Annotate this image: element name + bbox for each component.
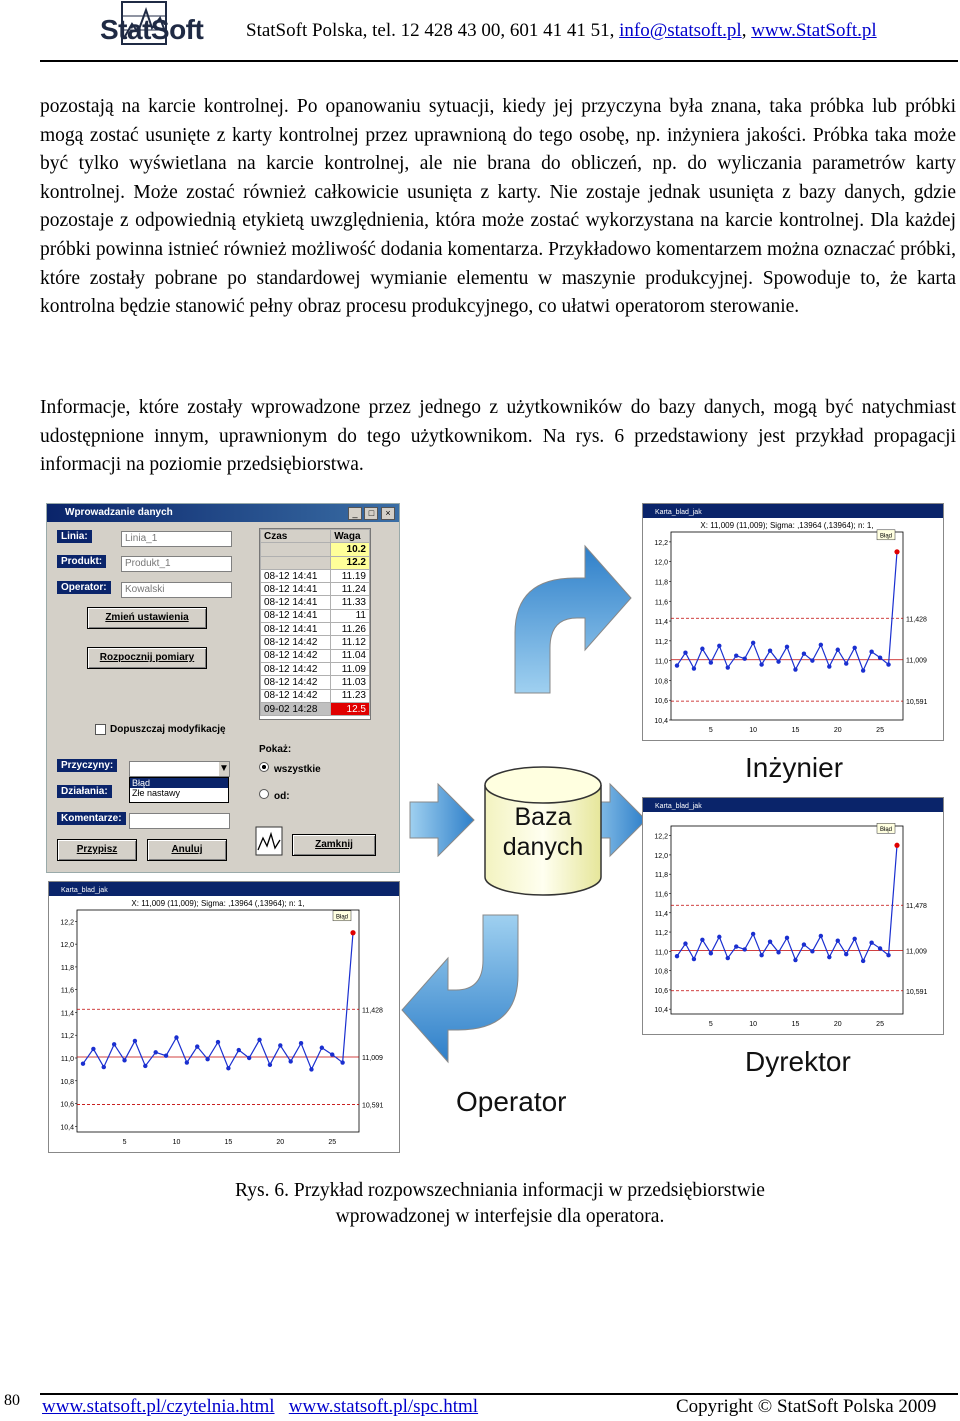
database-label-line2: danych — [502, 833, 584, 861]
chart-director-svg — [643, 798, 943, 1034]
data-point — [844, 952, 848, 956]
data-point — [726, 956, 730, 960]
cell-weight[interactable]: 11.33 — [331, 596, 370, 609]
data-point — [768, 649, 772, 653]
linia-select[interactable]: Linia_1 — [121, 531, 232, 547]
data-point — [112, 1042, 116, 1046]
radio-all[interactable] — [259, 762, 321, 775]
arrow-right-icon — [408, 782, 476, 858]
data-point — [709, 951, 713, 955]
outlier-point — [894, 843, 899, 848]
cell-weight[interactable]: 11.09 — [331, 662, 370, 675]
y-tick-label: 11,8 — [654, 579, 668, 587]
director-label: Dyrektor — [745, 1046, 851, 1077]
radio-from-label: od: — [274, 791, 290, 802]
x-tick-label: 25 — [876, 727, 884, 734]
database-label-line1: Baza — [514, 803, 572, 831]
data-point — [759, 662, 763, 666]
data-point — [278, 1043, 282, 1047]
data-point — [852, 646, 856, 650]
chevron-down-icon[interactable]: ▼ — [219, 763, 229, 774]
annotation-label: Błąd — [879, 826, 893, 833]
data-point — [819, 934, 823, 938]
footer-divider — [40, 1393, 958, 1395]
header-divider — [40, 60, 958, 62]
table-row[interactable] — [261, 596, 370, 609]
radio-empty-icon[interactable] — [259, 789, 269, 799]
data-point — [133, 1039, 137, 1043]
data-point — [268, 1063, 272, 1067]
cell-time[interactable]: 08-12 14:41 — [261, 583, 331, 596]
control-chart-engineer — [642, 503, 944, 741]
y-tick-label: 12,0 — [60, 942, 74, 950]
paragraph-1: pozostają na karcie kontrolnej. Po opanowaniu sytuacji, kiedy jej przyczyna była znana, taka próbka lub próbki mogą zostać usunięte z karty kontrolnej przez uprawnioną do tego osobę, np. inżyniera jakości. Próbka taka może być tylko wyświetlana na karcie kontrolnej, ale nie brana do obliczeń, np. do wyliczania parametrów karty kontrolnej. Może zostać również całkowicie usunięta z karty. Nie zostaje jednak usunięta z bazy danych, gdzie pozostaje z odpowiednią etykietą uwzględnienia, która może zostać wykorzystana na karcie kontrolnej. Dla każdej próbki powinna istnieć również możliwość dodania komentarza. Przykładowo komentarzem można oznaczać próbki, które zostały pobrane po standardowej wymianie elementu w maszynie produkcyjnej. Spowoduje to, że karta kontrolna będzie stanowić pełny obraz procesu produkcyjnego, co ułatwi operatorom sterowanie. — [40, 96, 956, 318]
data-point — [836, 939, 840, 943]
data-point — [861, 959, 865, 963]
cell-weight[interactable]: 11.19 — [331, 569, 370, 582]
minimize-icon[interactable]: _ — [348, 507, 362, 520]
data-point — [288, 1059, 292, 1063]
data-point — [810, 658, 814, 662]
x-tick-label: 20 — [833, 727, 842, 734]
y-tick-label: 10,8 — [60, 1078, 74, 1086]
email-link[interactable]: info@statsoft.pl — [619, 20, 742, 41]
start-measurement-button[interactable]: Rozpocznij pomiary — [87, 647, 207, 669]
figure-caption — [0, 1178, 960, 1230]
data-point — [700, 938, 704, 942]
chart-title: X: 11,009 (11,009); Sigma: ,13964 (,13964); n: 1, — [131, 899, 305, 908]
data-point — [81, 1061, 85, 1065]
control-limit-label: 11,009 — [906, 657, 927, 665]
y-tick-label: 10,6 — [654, 698, 668, 706]
y-tick-label: 10,6 — [654, 987, 668, 995]
table-row[interactable] — [261, 662, 370, 675]
figure — [0, 500, 960, 1160]
cause-option-1[interactable]: Błąd — [130, 778, 228, 788]
data-point — [844, 661, 848, 665]
cell-time[interactable] — [261, 556, 331, 569]
plot-area — [671, 826, 903, 1014]
y-tick-label: 11,2 — [654, 638, 668, 646]
table-header-row — [261, 530, 370, 543]
data-point — [869, 940, 873, 944]
engineer-label: Inżynier — [745, 752, 844, 783]
y-tick-label: 11,0 — [654, 949, 668, 957]
data-point — [836, 648, 840, 652]
data-point — [785, 936, 789, 940]
chart-engineer-svg — [643, 504, 943, 740]
data-point — [91, 1047, 95, 1051]
x-tick-label: 25 — [328, 1139, 337, 1146]
logo-text: StatSoft — [100, 14, 204, 45]
table-row[interactable] — [261, 702, 370, 715]
y-tick-label: 11,0 — [60, 1056, 74, 1063]
x-tick-label: 10 — [172, 1139, 181, 1146]
table-row[interactable] — [261, 583, 370, 596]
chart-window-title: Karta_blad_jak — [655, 509, 702, 516]
control-limit-label: 11,428 — [906, 616, 927, 624]
operator-select[interactable]: Kowalski — [121, 582, 232, 598]
data-point — [726, 665, 730, 669]
y-tick-label: 11,4 — [654, 910, 668, 918]
operator-role-label: Operator — [456, 1086, 567, 1117]
cell-time[interactable]: 08-12 14:41 — [261, 623, 331, 636]
data-point — [164, 1054, 168, 1058]
data-point — [886, 662, 890, 666]
footer-link-czytelnia[interactable]: www.statsoft.pl/czytelnia.html — [42, 1396, 275, 1417]
data-point — [886, 953, 890, 957]
radio-selected-icon[interactable] — [259, 762, 269, 772]
control-limit-label: 10,591 — [906, 699, 928, 707]
header-contact — [246, 20, 877, 42]
data-point — [717, 644, 721, 648]
data-point — [683, 941, 687, 945]
y-tick-label: 11,2 — [60, 1033, 74, 1041]
causes-dropdown-list[interactable] — [129, 777, 229, 803]
x-tick-label: 20 — [276, 1139, 285, 1146]
data-point — [793, 667, 797, 671]
cell-weight[interactable]: 11.03 — [331, 676, 370, 689]
data-point — [205, 1057, 209, 1061]
data-point — [827, 664, 831, 668]
table-row[interactable] — [261, 623, 370, 636]
assign-button[interactable]: Przypisz — [57, 839, 137, 861]
data-point — [102, 1065, 106, 1069]
x-tick-label: 15 — [791, 727, 800, 734]
plot-area — [77, 910, 359, 1132]
data-point — [143, 1064, 147, 1068]
table-row[interactable] — [261, 649, 370, 662]
control-limit-label: 11,009 — [362, 1054, 383, 1062]
x-tick-label: 5 — [708, 727, 713, 734]
data-point — [742, 656, 746, 660]
causes-select[interactable] — [129, 761, 230, 777]
cause-option-2[interactable]: Złe nastawy — [132, 788, 181, 798]
y-tick-label: 11,8 — [60, 964, 74, 972]
control-limit-label: 10,591 — [362, 1102, 384, 1110]
data-point — [299, 1041, 303, 1045]
y-tick-label: 10,8 — [654, 968, 668, 976]
data-point — [776, 659, 780, 663]
x-tick-label: 20 — [833, 1021, 842, 1028]
data-point — [237, 1048, 241, 1052]
actions-label: Działania: — [57, 785, 112, 798]
y-tick-label: 11,2 — [654, 930, 668, 938]
cell-weight[interactable]: 12.5 — [331, 702, 370, 715]
data-point — [802, 942, 806, 946]
cell-time[interactable]: 09-02 14:28 — [261, 702, 331, 715]
cell-weight[interactable]: 11.26 — [331, 623, 370, 636]
x-tick-label: 25 — [876, 1021, 884, 1028]
data-point — [675, 663, 679, 667]
x-tick-label: 5 — [122, 1139, 127, 1146]
outlier-point — [894, 549, 899, 554]
data-point — [153, 1050, 157, 1054]
table-row[interactable] — [261, 609, 370, 622]
close-button[interactable]: Zamknij — [292, 834, 376, 856]
data-point — [340, 1060, 344, 1064]
data-point — [330, 1052, 334, 1056]
header-separator: , — [741, 20, 752, 41]
data-point — [692, 957, 696, 961]
data-point — [751, 641, 755, 645]
cell-time[interactable]: 08-12 14:42 — [261, 636, 331, 649]
data-point — [785, 645, 789, 649]
cell-time[interactable]: 08-12 14:42 — [261, 662, 331, 675]
page-number: 80 — [4, 1392, 20, 1409]
caption-line-2: wprowadzonej w interfejsie dla operatora. — [335, 1206, 665, 1227]
data-point — [257, 1038, 261, 1042]
data-point — [174, 1035, 178, 1039]
data-point — [768, 939, 772, 943]
table-row[interactable] — [261, 556, 370, 569]
y-tick-label: 12,2 — [654, 833, 668, 841]
control-chart-operator — [48, 881, 400, 1153]
caption-line-1: Rys. 6. Przykład rozpowszechniania informacji w przedsiębiorstwie — [235, 1180, 765, 1201]
data-point — [751, 932, 755, 936]
y-tick-label: 12,0 — [654, 852, 668, 860]
data-point — [717, 935, 721, 939]
y-tick-label: 11,6 — [60, 987, 74, 995]
produkt-label: Produkt: — [57, 555, 106, 568]
checkbox-label: Dopuszczaj modyfikację — [110, 724, 226, 736]
y-tick-label: 11,6 — [654, 599, 668, 607]
footer-copyright: Copyright © StatSoft Polska 2009 — [676, 1396, 937, 1417]
header-czas: Czas — [261, 530, 331, 543]
y-tick-label: 11,4 — [654, 619, 668, 627]
y-tick-label: 11,0 — [654, 658, 668, 666]
dialog-titlebar — [47, 504, 399, 522]
cell-time[interactable]: 08-12 14:42 — [261, 649, 331, 662]
x-tick-label: 15 — [224, 1139, 233, 1146]
outlier-point — [350, 930, 355, 935]
control-limit-label: 10,591 — [906, 988, 928, 996]
cell-time[interactable]: 08-12 14:42 — [261, 676, 331, 689]
data-point — [700, 647, 704, 651]
data-point — [226, 1066, 230, 1070]
plot-area — [671, 532, 903, 720]
website-link[interactable]: www.StatSoft.pl — [751, 20, 877, 41]
change-settings-button[interactable]: Zmień ustawienia — [87, 607, 207, 629]
data-point — [878, 946, 882, 950]
data-point — [247, 1056, 251, 1060]
data-point — [675, 954, 679, 958]
window-controls — [348, 507, 395, 520]
cell-time[interactable]: 08-12 14:41 — [261, 596, 331, 609]
y-tick-label: 10,4 — [60, 1124, 74, 1132]
data-point — [692, 666, 696, 670]
dialog-title: Wprowadzanie danych — [65, 507, 173, 518]
annotation-label: Błąd — [879, 533, 893, 540]
data-point — [320, 1046, 324, 1050]
cell-weight[interactable]: 11 — [331, 609, 370, 622]
page-header — [0, 0, 960, 62]
data-point — [195, 1044, 199, 1048]
operator-label: Operator: — [57, 581, 111, 594]
data-point — [852, 937, 856, 941]
data-point — [185, 1060, 189, 1064]
x-tick-label: 5 — [708, 1021, 713, 1028]
data-point — [122, 1058, 126, 1062]
x-tick-label: 15 — [791, 1021, 800, 1028]
data-point — [793, 958, 797, 962]
cell-weight[interactable]: 12.2 — [331, 556, 370, 569]
curved-arrow-down-icon — [398, 910, 528, 1070]
cell-time[interactable]: 08-12 14:41 — [261, 569, 331, 582]
header-waga: Waga — [331, 530, 370, 543]
y-tick-label: 10,4 — [654, 718, 668, 725]
cell-weight[interactable]: 11.24 — [331, 583, 370, 596]
table-row[interactable] — [261, 543, 370, 556]
chart-window-title: Karta_blad_jak — [655, 803, 702, 810]
data-table — [260, 529, 370, 716]
data-point — [802, 652, 806, 656]
y-tick-label: 11,8 — [654, 872, 668, 880]
data-point — [216, 1040, 220, 1044]
cell-weight[interactable]: 11.12 — [331, 636, 370, 649]
table-row[interactable] — [261, 689, 370, 702]
data-point — [683, 651, 687, 655]
control-limit-label: 11,009 — [906, 948, 927, 956]
x-tick-label: 10 — [749, 727, 758, 734]
y-tick-label: 10,8 — [654, 678, 668, 686]
radio-all-label: wszystkie — [274, 764, 321, 775]
cell-time[interactable]: 08-12 14:42 — [261, 689, 331, 702]
y-tick-label: 10,6 — [60, 1101, 74, 1109]
data-point — [742, 947, 746, 951]
cell-time[interactable] — [261, 543, 331, 556]
close-icon[interactable]: × — [381, 507, 395, 520]
database-label — [483, 802, 603, 862]
y-tick-label: 12,0 — [654, 559, 668, 567]
produkt-select[interactable]: Produkt_1 — [121, 556, 232, 572]
y-tick-label: 12,2 — [60, 919, 74, 927]
x-tick-label: 10 — [749, 1021, 758, 1028]
control-limit-label: 11,428 — [362, 1007, 383, 1015]
causes-label: Przyczyny: — [57, 759, 117, 772]
footer-link-spc[interactable]: www.statsoft.pl/spc.html — [288, 1396, 479, 1417]
annotation-label: Błąd — [335, 914, 349, 921]
checkbox-icon[interactable] — [95, 724, 106, 735]
table-body — [261, 543, 370, 716]
statsoft-mini-logo-icon — [255, 826, 283, 856]
radio-from[interactable] — [259, 789, 290, 802]
data-point — [819, 643, 823, 647]
cell-time[interactable]: 08-12 14:41 — [261, 609, 331, 622]
data-table-container — [259, 528, 371, 720]
data-point — [861, 668, 865, 672]
show-label: Pokaż: — [259, 744, 292, 755]
y-tick-label: 12,2 — [654, 539, 668, 547]
header-prefix: StatSoft Polska, tel. 12 428 43 00, 601 41 41 51, — [246, 20, 620, 41]
data-point — [776, 950, 780, 954]
cell-weight[interactable]: 11.23 — [331, 689, 370, 702]
data-point — [827, 955, 831, 959]
paragraph-2: Informacje, które zostały wprowadzone przez jednego z użytkowników do bazy danych, mogą być natychmiast udostępnione innym, uprawnionym do tego użytkownikom. Na rys. 6 przedstawiony jest przykład propagacji informacji na poziomie przedsiębiorstwa. — [40, 397, 956, 476]
footer-links — [42, 1396, 478, 1418]
data-point — [734, 653, 738, 657]
y-tick-label: 11,4 — [60, 1010, 74, 1018]
cell-weight[interactable]: 10.2 — [331, 543, 370, 556]
y-tick-label: 10,4 — [654, 1007, 668, 1015]
linia-label: Linia: — [57, 530, 92, 543]
comments-input[interactable] — [129, 813, 230, 829]
chart-window-title: Karta_blad_jak — [61, 887, 108, 894]
control-chart-director — [642, 797, 944, 1035]
data-point — [734, 944, 738, 948]
comments-label: Komentarze: — [57, 812, 126, 825]
data-point — [759, 953, 763, 957]
table-row[interactable] — [261, 569, 370, 582]
curved-arrow-up-icon — [505, 538, 635, 698]
y-tick-label: 11,6 — [654, 891, 668, 899]
cancel-button[interactable]: Anuluj — [147, 839, 227, 861]
control-limit-label: 11,478 — [906, 903, 927, 911]
chart-operator-svg — [49, 882, 399, 1152]
data-point — [869, 650, 873, 654]
data-point — [810, 949, 814, 953]
table-row[interactable] — [261, 636, 370, 649]
maximize-icon[interactable]: □ — [364, 507, 378, 520]
data-point — [878, 655, 882, 659]
data-point — [309, 1067, 313, 1071]
allow-modification-checkbox[interactable] — [95, 724, 226, 735]
data-point — [709, 660, 713, 664]
cell-weight[interactable]: 11.04 — [331, 649, 370, 662]
data-entry-dialog — [46, 503, 400, 873]
table-row[interactable] — [261, 676, 370, 689]
chart-title: X: 11,009 (11,009); Sigma: ,13964 (,13964); n: 1, — [700, 521, 874, 530]
